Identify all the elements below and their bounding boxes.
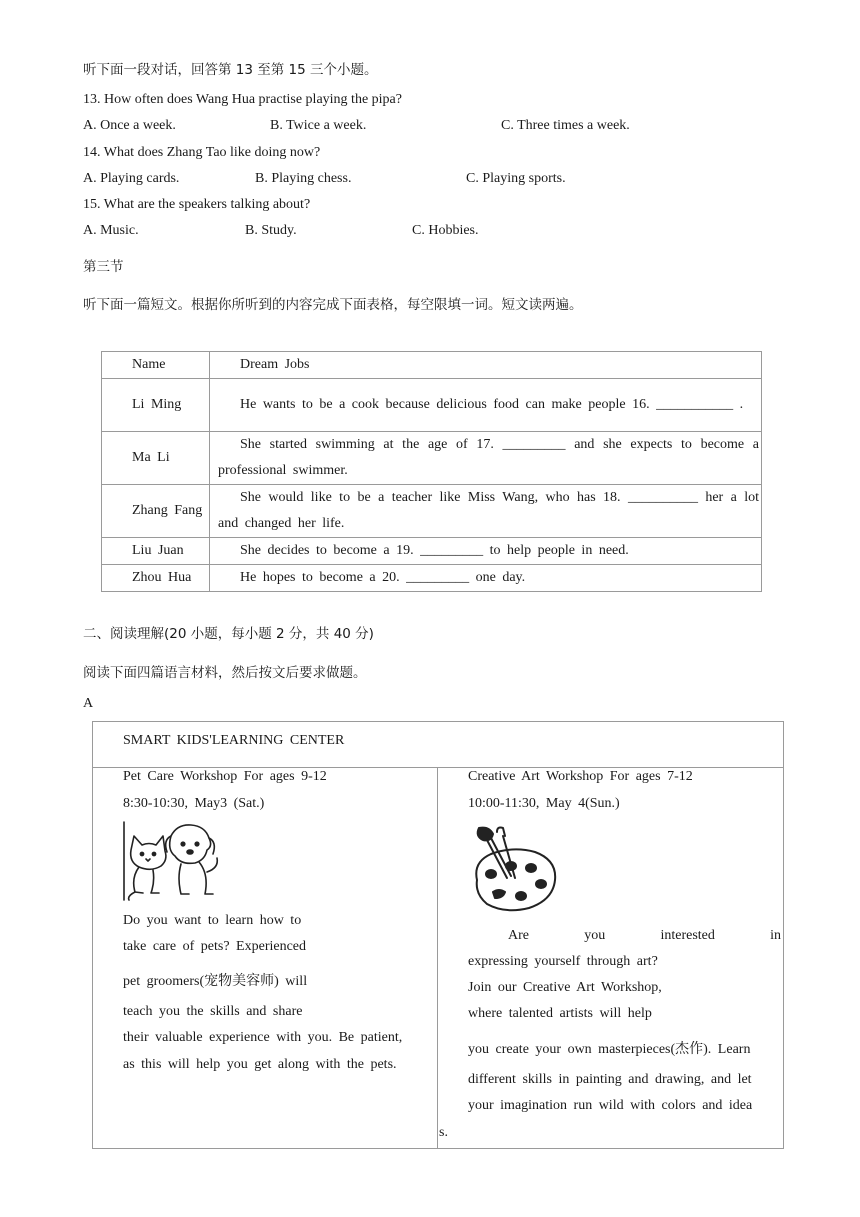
question-15-option-b: B. Study. xyxy=(245,223,297,238)
question-15-stem: 15. What are the speakers talking about? xyxy=(83,197,311,212)
row-job: She started swimming at the age of 17. _________ and she expects to become a professional swimmer. xyxy=(210,432,762,485)
table-row xyxy=(102,432,762,485)
reading-instruction: 阅读下面四篇语言材料，然后按文后要求做题。 xyxy=(83,665,367,681)
table-row xyxy=(102,379,762,432)
pet-text-line-6: as this will help you get along with the pets. xyxy=(123,1057,397,1072)
art-text-line-6: different skills in painting and drawing, and let xyxy=(468,1072,752,1087)
question-15-option-c: C. Hobbies. xyxy=(412,223,479,238)
row-job: She decides to become a 19. _________ to help people in need. xyxy=(210,538,762,565)
column-divider xyxy=(437,768,438,1149)
cat-dog-icon xyxy=(121,820,221,904)
paint-palette-icon xyxy=(469,822,561,918)
question-14-option-b: B. Playing chess. xyxy=(255,171,352,186)
pet-workshop-title: Pet Care Workshop For ages 9-12 xyxy=(123,769,327,784)
learning-center-header xyxy=(93,722,783,768)
reading-heading: 二、阅读理解(20 小题，每小题 2 分，共 40 分) xyxy=(83,626,374,642)
passage-a-box xyxy=(92,721,784,1149)
section2-instruction: 听下面一段对话，回答第 13 至第 15 三个小题。 xyxy=(83,62,378,78)
art-workshop-time: 10:00-11:30, May 4(Sun.) xyxy=(468,796,620,811)
row-job: She would like to be a teacher like Miss Wang, who has 18. __________ her a lot and changed her life. xyxy=(210,485,762,538)
art-text-line-3: Join our Creative Art Workshop, xyxy=(468,980,662,995)
question-15-option-a: A. Music. xyxy=(83,223,139,238)
art-text-line-5: you create your own masterpieces(杰作). Learn xyxy=(468,1042,751,1057)
pet-text-line-1: Do you want to learn how to xyxy=(123,913,302,928)
table-row xyxy=(102,485,762,538)
row-name: Zhou Hua xyxy=(102,565,210,592)
question-13-option-b: B. Twice a week. xyxy=(270,118,367,133)
header-dream-jobs: Dream Jobs xyxy=(210,352,762,379)
question-14-option-c: C. Playing sports. xyxy=(466,171,566,186)
row-name: Zhang Fang xyxy=(102,485,210,538)
question-14-option-a: A. Playing cards. xyxy=(83,171,180,186)
table-row xyxy=(102,565,762,592)
passage-label: A xyxy=(83,696,94,711)
header-name: Name xyxy=(102,352,210,379)
art-text-line-1: Are you interested in xyxy=(508,928,781,943)
row-name: Liu Juan xyxy=(102,538,210,565)
learning-center-title: SMART KIDS'LEARNING CENTER xyxy=(123,733,345,748)
question-14-stem: 14. What does Zhang Tao like doing now? xyxy=(83,145,321,160)
pet-text-line-5: their valuable experience with you. Be patient, xyxy=(123,1030,403,1045)
row-job: He wants to be a cook because delicious food can make people 16. ___________ . xyxy=(210,379,762,432)
question-13-option-c: C. Three times a week. xyxy=(501,118,630,133)
table-row xyxy=(102,538,762,565)
art-text-line-7: your imagination run wild with colors and idea xyxy=(468,1098,753,1113)
question-13-option-a: A. Once a week. xyxy=(83,118,176,133)
art-workshop-title: Creative Art Workshop For ages 7-12 xyxy=(468,769,693,784)
row-name: Li Ming xyxy=(102,379,210,432)
pet-text-line-3: pet groomers(宠物美容师) will xyxy=(123,974,308,989)
pet-text-line-4: teach you the skills and share xyxy=(123,1004,303,1019)
art-text-line-8: s. xyxy=(439,1125,448,1140)
section3-title: 第三节 xyxy=(83,259,124,275)
art-text-line-4: where talented artists will help xyxy=(468,1006,652,1021)
section3-instruction: 听下面一篇短文。根据你所听到的内容完成下面表格，每空限填一词。短文读两遍。 xyxy=(83,297,583,313)
dream-jobs-table xyxy=(101,351,762,592)
art-text-line-2: expressing yourself through art? xyxy=(468,954,658,969)
row-name: Ma Li xyxy=(102,432,210,485)
pet-text-line-2: take care of pets? Experienced xyxy=(123,939,307,954)
row-job: He hopes to become a 20. _________ one day. xyxy=(210,565,762,592)
pet-workshop-time: 8:30-10:30, May3 (Sat.) xyxy=(123,796,265,811)
question-13-stem: 13. How often does Wang Hua practise playing the pipa? xyxy=(83,92,402,107)
table-header-row xyxy=(102,352,762,379)
